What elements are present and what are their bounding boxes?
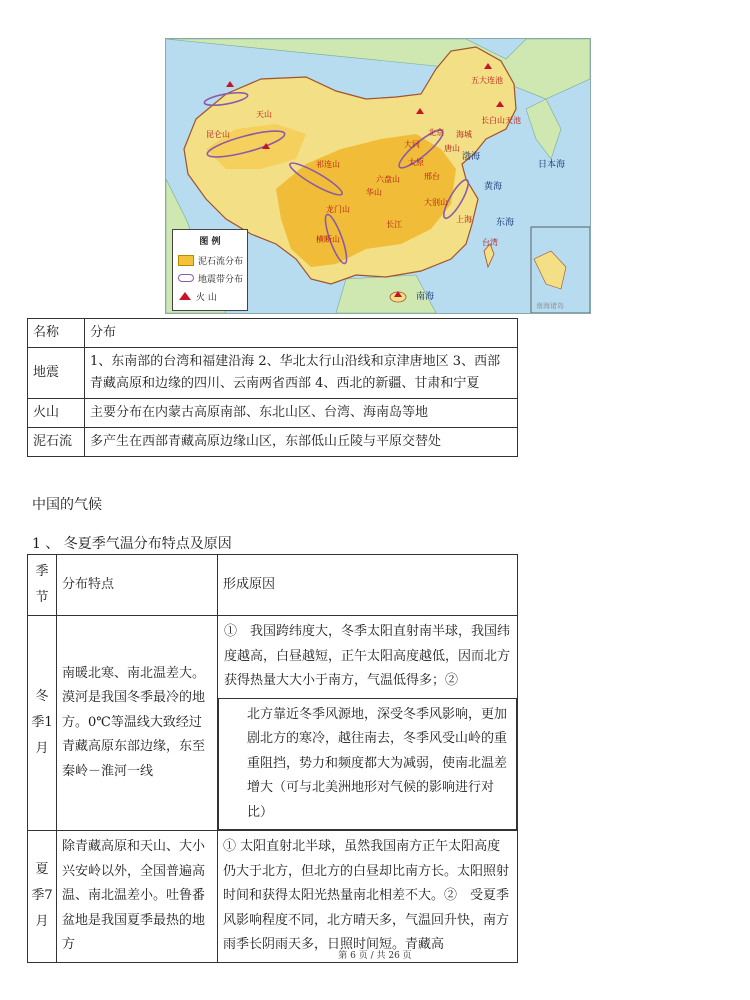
section-title: 中国的气候	[32, 497, 102, 513]
table-row	[28, 831, 518, 963]
header-cell: 季节	[28, 555, 57, 616]
hazard-distribution-table	[27, 318, 518, 457]
label-changbaishan: 长白山天池	[481, 116, 521, 125]
header-cell: 分布	[85, 319, 518, 348]
cause-cell: ① 太阳直射北半球，虽然我国南方正午太阳高度仍大于北方，但北方的白昼却比南方长。太阳照射时间和获得太阳光热量南北相差不大。② 受夏季风影响程度不同，北方晴天多，气温回升快，南方雨季长阴雨天多，日照时间短。青藏高	[218, 831, 518, 963]
header-cell: 分布特点	[57, 555, 218, 616]
label-qilian: 祁连山	[316, 160, 340, 169]
label-hengduan: 横断山	[316, 235, 340, 244]
hazard-distribution: 多产生在西部青藏高原边缘山区，东部低山丘陵与平原交替处	[85, 428, 518, 457]
hazard-distribution: 1、东南部的台湾和福建沿海 2、华北太行山沿线和京津唐地区 3、西部青藏高原和边缘的四川、云南两省西部 4、西北的新疆、甘肃和宁夏	[85, 348, 518, 399]
label-beijing: 北京	[428, 128, 444, 137]
label-dabie: 大别山	[424, 198, 448, 207]
inset-label: 南海诸岛	[536, 302, 564, 310]
label-longmen: 龙门山	[326, 205, 350, 214]
label-tangshan: 唐山	[444, 144, 460, 153]
legend-label: 火 山	[196, 292, 217, 303]
page-footer: 第 6 页 / 共 26 页	[338, 951, 412, 961]
legend-item-earthquake	[173, 269, 247, 287]
legend-label: 地震带分布	[198, 274, 244, 285]
china-hazard-map	[165, 38, 591, 314]
legend-title: 图 例	[199, 237, 221, 247]
earthquake-belt-swatch	[178, 274, 194, 282]
header-cell: 形成原因	[218, 555, 518, 616]
hazard-name: 泥石流	[28, 428, 85, 457]
label-wudalianchi: 五大连池	[471, 76, 503, 85]
legend-label: 泥石流分布	[198, 256, 244, 267]
cause-cell	[218, 616, 518, 831]
label-changjiang: 长江	[386, 220, 402, 229]
label-tianshan: 天山	[256, 110, 272, 119]
label-haicheng: 海城	[456, 130, 472, 139]
label-bohai: 渤海	[462, 152, 481, 162]
table-row	[28, 348, 518, 399]
climate-table	[27, 554, 518, 963]
map-legend	[172, 229, 248, 311]
table-header-row	[28, 319, 518, 348]
header-cell: 名称	[28, 319, 85, 348]
mudflow-area-swatch	[178, 255, 194, 266]
features-cell: 南暖北寒、南北温差大。漠河是我国冬季最冷的地方。0℃等温线大致经过青藏高原东部边缘，东至秦岭－淮河一线	[57, 616, 218, 831]
cause-text: ① 我国跨纬度大，冬季太阳直射南半球，我国纬度越高，白昼越短，正午太阳高度越低，因而北方获得热量大大小于南方，气温低得多；②	[224, 624, 511, 688]
label-huashan: 华山	[366, 188, 382, 197]
label-taiwan: 台湾	[482, 238, 498, 247]
subsection-title: 1 、 冬夏季气温分布特点及原因	[32, 536, 232, 552]
label-nanhai: 南海	[416, 292, 435, 302]
label-ribenhai: 日本海	[538, 160, 566, 170]
label-huanghai: 黄海	[484, 182, 503, 192]
season-cell: 夏季7月	[28, 831, 57, 963]
season-cell: 冬季1月	[28, 616, 57, 831]
label-kunlun: 昆仑山	[206, 130, 230, 139]
label-taiyuan: 太原	[408, 158, 424, 167]
features-cell: 除青藏高原和天山、大小兴安岭以外，全国普遍高温、南北温差小。吐鲁番盆地是我国夏季最热的地方	[57, 831, 218, 963]
label-liupan: 六盘山	[376, 175, 400, 184]
table-header-row	[28, 555, 518, 616]
table-row	[28, 399, 518, 428]
hazard-name: 地震	[28, 348, 85, 399]
label-donghai: 东海	[496, 218, 515, 228]
cause-text: 北方靠近冬季风源地，深受冬季风影响，更加剧北方的寒冷，越往南去，冬季风受山岭的重重阻挡，势力和频度都大为减弱，使南北温差增大（可与北美洲地形对气候的影响进行对比）	[218, 698, 517, 831]
legend-item-mudflow	[173, 251, 247, 269]
label-shanghai: 上海	[456, 215, 472, 224]
hazard-distribution: 主要分布在内蒙古高原南部、东北山区、台湾、海南岛等地	[85, 399, 518, 428]
legend-item-volcano	[173, 287, 247, 305]
table-row	[28, 428, 518, 457]
volcano-icon	[179, 292, 191, 300]
label-xingtai: 邢台	[424, 172, 440, 181]
table-row	[28, 616, 518, 831]
label-datong: 大同	[404, 140, 420, 149]
hazard-name: 火山	[28, 399, 85, 428]
